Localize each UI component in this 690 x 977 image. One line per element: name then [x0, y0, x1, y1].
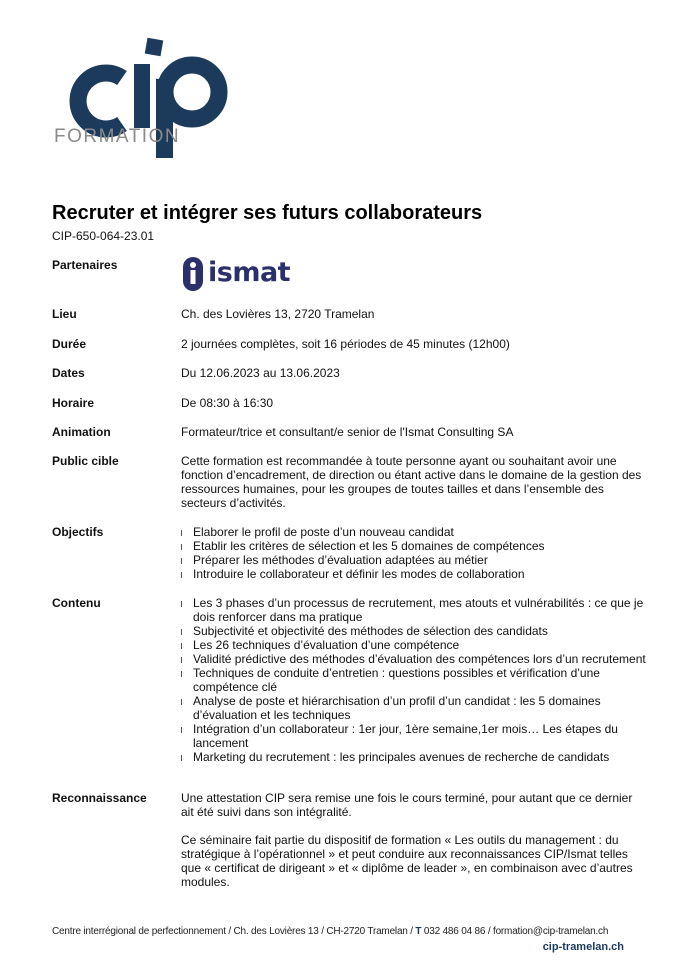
reconnaissance-label: Reconnaissance: [52, 791, 147, 805]
animation-value: Formateur/trice et consultant/e senior de l'Ismat Consulting SA: [181, 425, 514, 439]
list-item: Les 3 phases d’un processus de recrutement, mes atouts et vulnérabilités : ce que je dois renforcer dans ma pratique: [181, 596, 651, 624]
animation-label: Animation: [52, 425, 111, 439]
lieu-value: Ch. des Lovières 13, 2720 Tramelan: [181, 307, 375, 321]
list-item: Les 26 techniques d’évaluation d’une compétence: [181, 638, 651, 652]
list-item: Introduire le collaborateur et définir les modes de collaboration: [181, 567, 651, 581]
contenu-list: [181, 596, 651, 764]
list-item: Etablir les critères de sélection et les 5 domaines de compétences: [181, 539, 651, 553]
footer-address: [52, 926, 624, 937]
objectifs-label: Objectifs: [52, 525, 104, 539]
objectifs-list: [181, 525, 651, 581]
duree-label: Durée: [52, 337, 87, 351]
course-code: CIP-650-064-23.01: [52, 229, 155, 243]
phone-prefix: T: [415, 926, 422, 937]
duree-value: 2 journées complètes, soit 16 périodes de 45 minutes (12h00): [181, 337, 510, 351]
list-item: Analyse de poste et hiérarchisation d’un profil d’un candidat : les 5 domaines d’évaluation et les techniques: [181, 694, 651, 722]
contenu-label: Contenu: [52, 596, 101, 610]
list-item: Subjectivité et objectivité des méthodes de sélection des candidats: [181, 624, 651, 638]
reconnaissance-p1: Une attestation CIP sera remise une fois le cours terminé, pour autant que ce dernier ait été suivi dans son intégralité.: [181, 791, 633, 819]
horaire-label: Horaire: [52, 396, 95, 410]
horaire-value: De 08:30 à 16:30: [181, 396, 274, 410]
footer-address-a: Centre interrégional de perfectionnement / Ch. des Lovières 13 / CH-2720 Tramelan /: [52, 926, 416, 937]
list-item: Intégration d’un collaborateur : 1er jour, 1ère semaine,1er mois… Les étapes du lancement: [181, 722, 651, 750]
ismat-wordmark: ismat: [208, 257, 291, 288]
list-item: Marketing du recrutement : les principales avenues de recherche de candidats: [181, 750, 651, 764]
footer-website-link[interactable]: cip-tramelan.ch: [542, 941, 624, 953]
footer-address-b: 032 486 04 86 / formation@cip-tramelan.ch: [421, 926, 609, 937]
list-item: Validité prédictive des méthodes d’évaluation des compétences lors d’un recrutement: [181, 652, 651, 666]
reconnaissance-body: [181, 791, 646, 889]
list-item: Elaborer le profil de poste d’un nouveau candidat: [181, 525, 651, 539]
partners-label: Partenaires: [52, 258, 118, 272]
dates-label: Dates: [52, 366, 85, 380]
lieu-label: Lieu: [52, 307, 77, 321]
public-label: Public cible: [52, 454, 119, 468]
dates-value: Du 12.06.2023 au 13.06.2023: [181, 366, 340, 380]
logo-wordmark: FORMATION: [54, 126, 181, 147]
reconnaissance-p2: Ce séminaire fait partie du dispositif de formation « Les outils du management : du stratégique à l’opérationnel » et peut conduire aux reconnaissances CIP/Ismat telles que « certificat de dirigeant » et « diplôme de leader », en combinaison avec d’autres modules.: [181, 833, 633, 889]
list-item: Préparer les méthodes d’évaluation adaptées au métier: [181, 553, 651, 567]
page-title: Recruter et intégrer ses futurs collaborateurs: [52, 202, 483, 224]
public-value: Cette formation est recommandée à toute personne ayant ou souhaitant avoir une fonction d’encadrement, de direction ou étant active dans le domaine de la gestion des ressources humaines, pour les groupes de toutes tailles et dans l’ensemble des secteurs d’activités.: [181, 454, 642, 510]
list-item: Techniques de conduite d’entretien : questions possibles et vérification d’une compétence clé: [181, 666, 651, 694]
